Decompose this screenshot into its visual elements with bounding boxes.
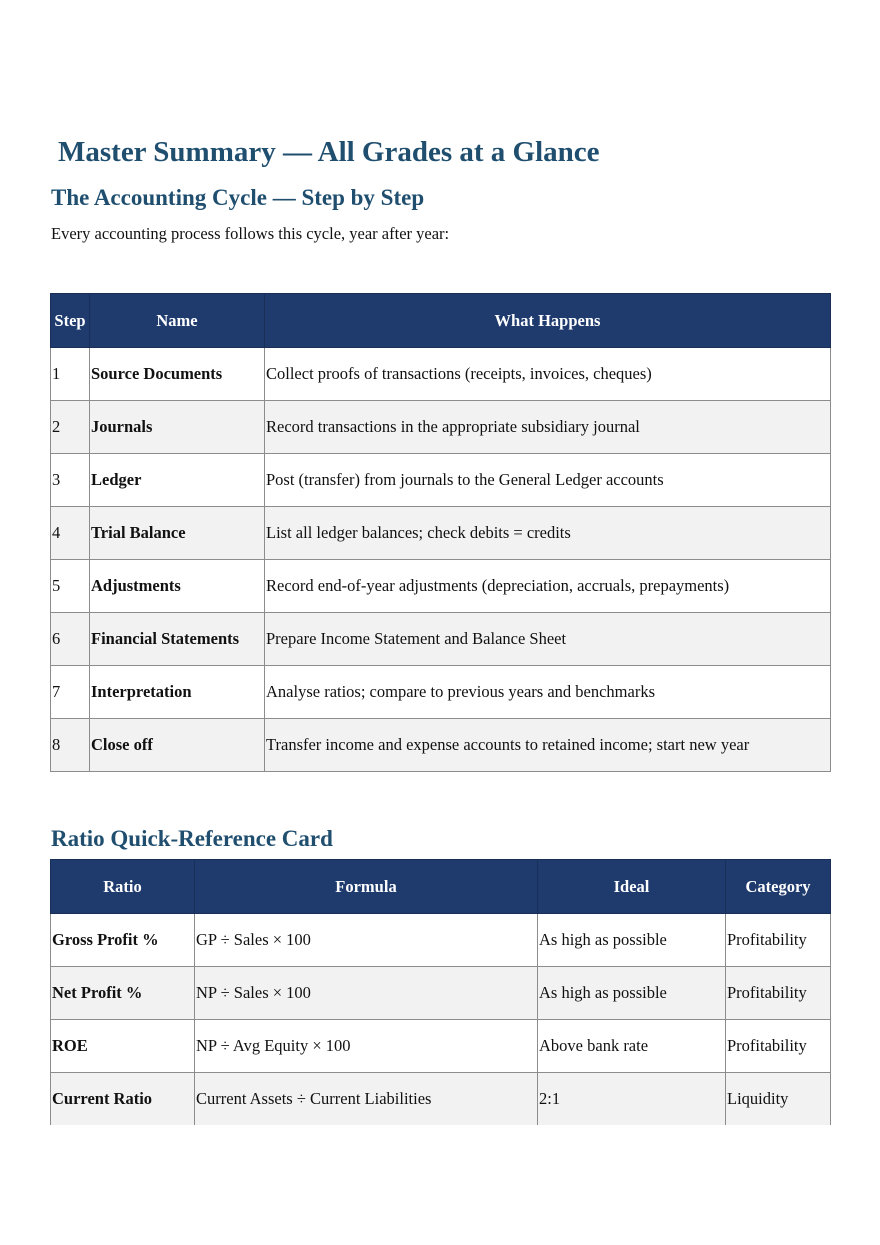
column-header-formula: Formula (195, 860, 538, 914)
ratio-name: Net Profit % (51, 967, 195, 1020)
step-name: Close off (90, 719, 265, 772)
step-number: 1 (51, 348, 90, 401)
accounting-cycle-heading: The Accounting Cycle — Step by Step (51, 185, 425, 210)
step-description: Post (transfer) from journals to the General Ledger accounts (265, 454, 831, 507)
ratio-ideal: As high as possible (538, 967, 726, 1020)
table-row (51, 967, 831, 1020)
ratio-ideal: 2:1 (538, 1073, 726, 1126)
table-row (51, 401, 831, 454)
step-description: Collect proofs of transactions (receipts, invoices, cheques) (265, 348, 831, 401)
step-number: 4 (51, 507, 90, 560)
step-name: Financial Statements (90, 613, 265, 666)
table-row (51, 1073, 831, 1126)
table-row (51, 507, 831, 560)
accounting-cycle-table (50, 293, 831, 772)
ratio-ideal: Above bank rate (538, 1020, 726, 1073)
table-header-row (51, 860, 831, 914)
step-number: 3 (51, 454, 90, 507)
step-number: 2 (51, 401, 90, 454)
step-name: Source Documents (90, 348, 265, 401)
step-description: Record end-of-year adjustments (depreciation, accruals, prepayments) (265, 560, 831, 613)
table-row (51, 1020, 831, 1073)
ratio-card-heading: Ratio Quick-Reference Card (51, 826, 333, 851)
table-row (51, 914, 831, 967)
step-number: 7 (51, 666, 90, 719)
table-row (51, 666, 831, 719)
ratio-reference-table (50, 859, 831, 1125)
ratio-name: ROE (51, 1020, 195, 1073)
column-header-ideal: Ideal (538, 860, 726, 914)
step-description: Prepare Income Statement and Balance Sheet (265, 613, 831, 666)
table-row (51, 560, 831, 613)
column-header-ratio: Ratio (51, 860, 195, 914)
column-header-step: Step (51, 294, 90, 348)
table-row (51, 348, 831, 401)
table-row (51, 454, 831, 507)
column-header-name: Name (90, 294, 265, 348)
ratio-category: Profitability (726, 1020, 831, 1073)
step-description: List all ledger balances; check debits = credits (265, 507, 831, 560)
ratio-formula: Current Assets ÷ Current Liabilities (195, 1073, 538, 1126)
step-number: 6 (51, 613, 90, 666)
table-header-row (51, 294, 831, 348)
ratio-name: Current Ratio (51, 1073, 195, 1126)
ratio-ideal: As high as possible (538, 914, 726, 967)
step-name: Interpretation (90, 666, 265, 719)
step-description: Transfer income and expense accounts to retained income; start new year (265, 719, 831, 772)
ratio-category: Profitability (726, 967, 831, 1020)
table-row (51, 613, 831, 666)
ratio-category: Profitability (726, 914, 831, 967)
ratio-formula: NP ÷ Avg Equity × 100 (195, 1020, 538, 1073)
page-title: Master Summary — All Grades at a Glance (58, 136, 600, 168)
step-description: Record transactions in the appropriate subsidiary journal (265, 401, 831, 454)
step-name: Ledger (90, 454, 265, 507)
step-name: Adjustments (90, 560, 265, 613)
table-row (51, 719, 831, 772)
step-number: 8 (51, 719, 90, 772)
step-name: Journals (90, 401, 265, 454)
column-header-category: Category (726, 860, 831, 914)
step-description: Analyse ratios; compare to previous years and benchmarks (265, 666, 831, 719)
accounting-cycle-intro: Every accounting process follows this cycle, year after year: (51, 224, 450, 243)
ratio-formula: GP ÷ Sales × 100 (195, 914, 538, 967)
ratio-formula: NP ÷ Sales × 100 (195, 967, 538, 1020)
column-header-what-happens: What Happens (265, 294, 831, 348)
ratio-category: Liquidity (726, 1073, 831, 1126)
step-number: 5 (51, 560, 90, 613)
ratio-name: Gross Profit % (51, 914, 195, 967)
step-name: Trial Balance (90, 507, 265, 560)
